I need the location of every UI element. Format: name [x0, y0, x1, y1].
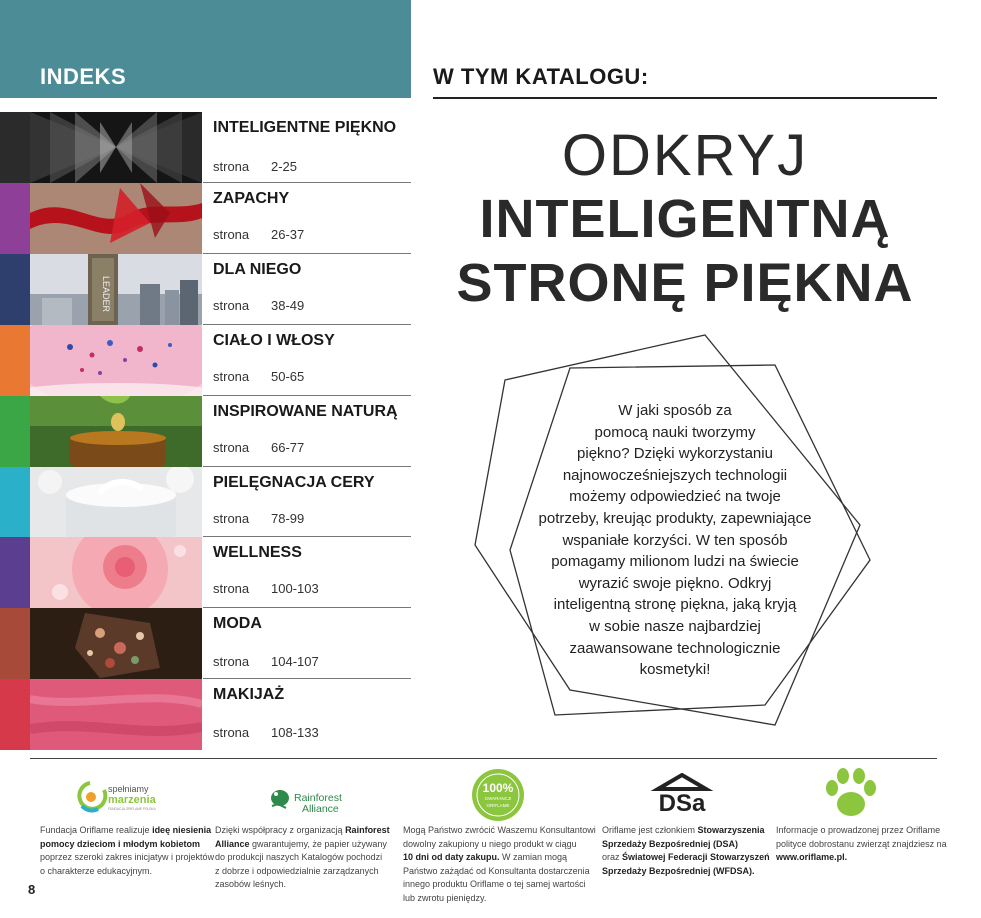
index-label: INTELIGENTNE PIĘKNO — [213, 119, 397, 136]
intro-line: W jaki sposób za — [618, 402, 732, 419]
footer-bold-part: Rainforest — [345, 825, 390, 835]
footer-text-part: Fundacja Oriflame realizuje — [40, 825, 153, 835]
strona-label: strona — [213, 581, 250, 596]
footer-bold-part: Stowarzyszenia — [697, 825, 765, 835]
intro-line: wspaniałe korzyści. W ten sposób — [562, 531, 788, 549]
footer-rainforest-text — [215, 824, 390, 892]
index-label: PIELĘGNACJA CERY — [213, 474, 375, 491]
strona-label: strona — [213, 511, 250, 526]
cialo-i-wlosy-thumbnail — [30, 325, 202, 396]
strona-label: strona — [213, 369, 250, 384]
intro-line: pomocą nauki tworzymy — [594, 423, 756, 441]
dsa-text: DSa — [658, 790, 706, 815]
page-range: 66-77 — [271, 440, 305, 455]
index-row-pielegnacja-cery[interactable] — [0, 467, 411, 537]
page-range: 100-103 — [271, 581, 319, 596]
intro-line: najnowocześniejszych technologii — [562, 466, 788, 484]
svg-text:LEADER: LEADER — [101, 275, 111, 313]
category-color-strip — [0, 396, 30, 467]
rainforest-line1: Rainforest — [294, 792, 342, 804]
category-color-strip — [0, 325, 30, 396]
footer-text-line: lub zwrotu pieniędzy. — [403, 892, 487, 903]
guarantee-badge-icon — [471, 768, 525, 822]
headline-line-1: ODKRYJ — [561, 123, 809, 188]
footer-dsa-text — [602, 824, 770, 878]
pielegnacja-cery-thumbnail — [30, 467, 202, 537]
inteligentne-piekno-thumbnail — [30, 112, 202, 183]
marzenia-line1: spełniamy — [108, 784, 149, 794]
footer-text-line: z dobrze i odpowiedzialnie zarządzanych — [215, 865, 379, 876]
footer-bold-part: Światowej Federacji Stowarzyszeń — [622, 852, 770, 862]
footer-text-line: Państwo zażądać od Konsultanta dostarczenia — [403, 865, 590, 876]
strona-label: strona — [213, 159, 250, 174]
category-color-strip — [0, 254, 30, 325]
intro-line: piękno? Dzięki wykorzystaniu — [577, 445, 773, 463]
footer-fundacja-text — [40, 824, 214, 878]
catalog-title: W TYM KATALOGU: — [433, 64, 649, 89]
index-row-inspirowane-natura[interactable] — [0, 396, 411, 467]
marzenia-line2: marzenia — [108, 794, 156, 806]
strona-label: strona — [213, 654, 250, 669]
footer-bold-part: 10 dni od daty zakupu. — [403, 852, 500, 862]
rainforest-line2: Alliance — [302, 803, 339, 815]
footer-text-line: zasobów leśnych. — [215, 879, 287, 889]
marzenia-line3: FUNDACJA ORIFLAME POLSKA — [108, 807, 156, 811]
index-label: WELLNESS — [213, 544, 302, 561]
footer-text-line: innego produktu Oriflame o tej samej wartości — [403, 879, 586, 889]
page-range: 26-37 — [271, 227, 305, 242]
strona-label: strona — [213, 227, 250, 242]
footer-bold-part: Sprzedaży Bezpośredniej (WFDSA). — [602, 865, 755, 876]
footer-text-part: Dzięki współpracy z organizacją — [215, 825, 346, 835]
intro-line: inteligentną stronę piękna, jaką kryją — [553, 596, 797, 614]
intro-paragraph — [500, 400, 850, 681]
intro-line: potrzeby, kreując produkty, zapewniające — [538, 509, 812, 527]
badge-line1: 100% — [482, 781, 514, 795]
footer-text-line: poprzez szeroki zakres inicjatyw i projektów — [40, 852, 215, 862]
makijaz-thumbnail — [30, 679, 202, 750]
spelniamy-marzenia-logo — [76, 778, 176, 816]
catalog-title-rule — [433, 97, 937, 99]
page-number: 8 — [28, 882, 36, 897]
footer-text-line: Mogą Państwo zwrócić Waszemu Konsultantowi — [403, 825, 596, 835]
footer-text-line: do produkcji naszych Katalogów pochodzi — [215, 852, 383, 862]
paw-icon — [824, 766, 878, 820]
strona-label: strona — [213, 298, 250, 313]
index-row-makijaz[interactable] — [0, 679, 411, 750]
footer-zwrot-text — [403, 824, 596, 905]
footer-rule — [30, 758, 937, 759]
page-range: 108-133 — [271, 725, 319, 740]
moda-thumbnail — [30, 608, 202, 679]
headline-line-2: INTELIGENTNĄ — [479, 189, 891, 249]
footer-text-part: oraz — [602, 852, 623, 862]
dla-niego-thumbnail — [30, 254, 202, 325]
zapachy-thumbnail — [30, 183, 202, 254]
category-color-strip — [0, 679, 30, 750]
intro-line: wyrazić swoje piękno. Odkryj — [578, 574, 772, 592]
index-row-wellness[interactable] — [0, 537, 411, 608]
intro-line: kosmetyki! — [639, 661, 711, 679]
category-color-strip — [0, 112, 30, 183]
category-color-strip — [0, 537, 30, 608]
page-range: 104-107 — [271, 654, 319, 669]
strona-label: strona — [213, 440, 250, 455]
wellness-thumbnail — [30, 537, 202, 608]
index-label: INSPIROWANE NATURĄ — [213, 403, 398, 420]
rainforest-alliance-logo — [268, 784, 358, 816]
footer-bold-part: ideę niesienia — [152, 825, 212, 835]
index-label: MAKIJAŻ — [213, 686, 285, 703]
headline-line-3: STRONĘ PIĘKNA — [456, 253, 914, 313]
footer-animal-welfare-text — [776, 824, 947, 865]
footer-text-line: Informacje o prowadzonej przez Oriflame — [776, 825, 941, 835]
footer-text-part: gwarantujemy, że papier używany — [249, 838, 387, 849]
dsa-logo — [650, 773, 714, 815]
footer-text-part: W zamian mogą — [499, 852, 568, 862]
intro-line: zaawansowane technologicznie — [569, 639, 781, 657]
intro-line: w sobie nasze najbardziej — [589, 617, 761, 635]
index-label: MODA — [213, 615, 262, 632]
page-range: 2-25 — [271, 159, 298, 174]
intro-line: pomagamy milionom ludzi na świecie — [551, 553, 799, 571]
index-row-zapachy[interactable] — [0, 183, 411, 254]
page-range: 50-65 — [271, 369, 305, 384]
inspirowane-natura-thumbnail — [30, 396, 202, 467]
footer-text-line: polityce dobrostanu zwierząt znajdziesz na — [776, 838, 947, 849]
oriflame-website-link[interactable]: www.oriflame.pl. — [776, 852, 848, 862]
footer-bold-part: pomocy dzieciom i młodym kobietom — [40, 838, 201, 849]
index-label: CIAŁO I WŁOSY — [213, 332, 335, 349]
badge-line2: GWARANCJI — [484, 796, 512, 801]
intro-line: możemy odpowiedzieć na twoje — [569, 488, 781, 506]
badge-line3: ORIFLAME — [486, 803, 510, 808]
footer-text-line: o charakterze edukacyjnym. — [40, 865, 153, 876]
footer-bold-part: Alliance — [215, 838, 250, 849]
page-range: 38-49 — [271, 298, 305, 313]
category-color-strip — [0, 467, 30, 537]
index-label: ZAPACHY — [213, 190, 290, 207]
footer-text-part: Oriflame jest członkiem — [602, 825, 698, 835]
footer-bold-part: Sprzedaży Bezpośredniej (DSA) — [602, 838, 739, 849]
footer-text-line: dowolny zakupiony u niego produkt w ciągu — [403, 838, 577, 849]
page-range: 78-99 — [271, 511, 305, 526]
strona-label: strona — [213, 725, 250, 740]
indeks-title: INDEKS — [40, 64, 127, 89]
category-color-strip — [0, 608, 30, 679]
index-label: DLA NIEGO — [213, 261, 302, 278]
category-color-strip — [0, 183, 30, 254]
index-row-moda[interactable] — [0, 608, 411, 679]
index-row-dla-niego[interactable] — [0, 254, 411, 325]
index-row-cialo-i-wlosy[interactable] — [0, 325, 411, 396]
index-row-inteligentne-piekno[interactable] — [0, 112, 411, 183]
